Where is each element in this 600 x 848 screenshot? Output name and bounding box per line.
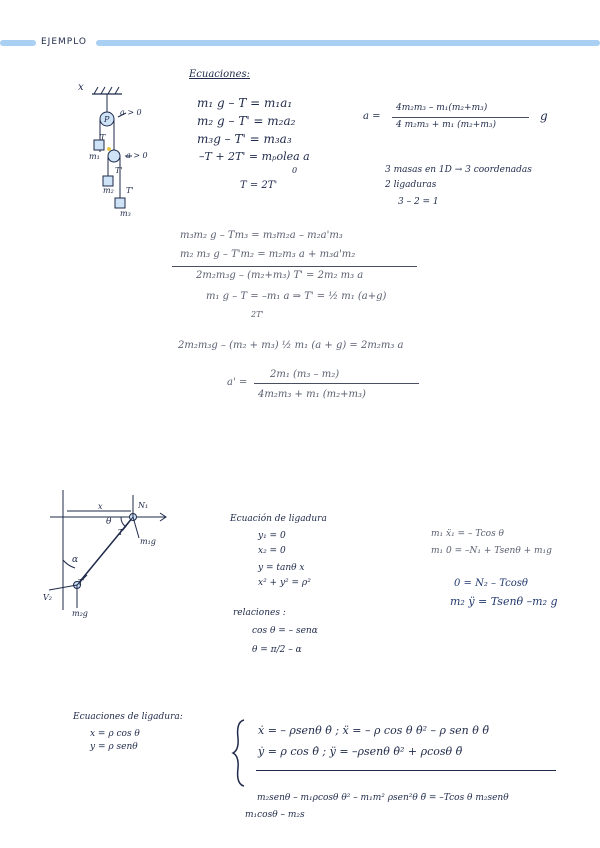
page-title: EJEMPLO <box>41 37 87 47</box>
rod-m2g-label: m₂g <box>72 609 88 618</box>
derivative-line-2: ẏ = ρ cos θ̇ ; ÿ = –ρsenθ θ̇² + ρcosθ θ̈ <box>258 745 463 758</box>
pulley-x-label: x <box>78 82 84 93</box>
constraint-2: x₂ = 0 <box>258 546 286 556</box>
eq-4-sub: 0 <box>292 166 298 175</box>
right-eq-4: m₂ ÿ = Tsenθ –m₂ g <box>450 595 558 608</box>
combined-equation: 2m₂m₃g – (m₂ + m₃) ½ m₁ (a + g) = 2m₂m₃ a <box>178 340 404 351</box>
right-eq-2: m₁ 0 = –N₁ + Tsenθ + m₁g <box>431 546 552 556</box>
rod-x-label: x <box>98 502 103 511</box>
accel-denominator: 4 m₂m₃ + m₁ (m₂+m₃) <box>396 120 496 130</box>
rod-diagram <box>35 490 175 630</box>
aprime-fraction-line <box>254 383 419 384</box>
rod-v2-label: V₂ <box>43 593 52 602</box>
pulley-p-label: P <box>104 115 110 124</box>
def-x: x = ρ cos θ <box>90 729 140 739</box>
derivation-sum-line <box>172 266 417 267</box>
accel-lhs: a = <box>363 111 381 122</box>
derivation-4-sub: 2T' <box>251 310 264 319</box>
constraint-3: y = tanθ x <box>258 563 305 573</box>
rod-t2-label: T <box>78 578 84 587</box>
pulley-m1-label: m₁ <box>89 152 100 161</box>
aprime-numerator: 2m₁ (m₃ – m₂) <box>270 369 340 380</box>
pulley-a1-label: a > 0 <box>120 108 142 117</box>
right-eq-1: m₁ ẍ₁ = – Tcos θ <box>431 529 504 539</box>
header-bar-left <box>0 40 36 46</box>
eq-3: m₃g – T' = m₃a₃ <box>197 132 292 146</box>
brace <box>232 718 246 788</box>
accel-numerator: 4m₂m₃ – m₁(m₂+m₃) <box>396 103 488 113</box>
accel-fraction-line <box>392 117 529 118</box>
note-2: 2 ligaduras <box>385 180 437 190</box>
note-3: 3 – 2 = 1 <box>398 197 439 207</box>
pulley-t-label: T <box>100 133 106 142</box>
accel-g: g <box>540 109 548 123</box>
eq-2: m₂ g – T' = m₂a₂ <box>197 114 296 128</box>
pulley-a2-label: a > 0 <box>126 151 148 160</box>
derivation-2: m₂ m₃ g – T'm₂ = m₂m₃ a + m₃a'm₂ <box>180 249 356 260</box>
derivation-3: 2m₂m₃g – (m₂+m₃) T' = 2m₂ m₃ a <box>196 270 364 281</box>
derivation-1: m₃m₂ g – Tm₃ = m₃m₂a – m₂a'm₃ <box>180 230 343 241</box>
constraint-4: x² + y² = ρ² <box>258 578 311 588</box>
eq-5: T = 2T' <box>240 180 278 191</box>
rod-t-label: T <box>118 528 124 537</box>
derivative-line-1: ẋ = – ρsenθ θ̇ ; ẍ = – ρ cos θ θ̇² – ρ sen θ θ̈ <box>258 724 489 737</box>
rod-alpha-label: α <box>72 555 79 565</box>
def-y: y = ρ senθ <box>90 742 138 752</box>
header-bar-right <box>96 40 600 46</box>
rod-n1-label: N₁ <box>138 501 149 510</box>
rod-theta-label: θ <box>106 517 112 527</box>
ecuaciones-heading: Ecuaciones: <box>189 69 250 80</box>
final-line-1: m₂senθ – m₁ρcosθ θ² – m₁m² ρsen²θ θ̈ = –Tcos θ m₂senθ <box>257 793 509 803</box>
note-1: 3 masas en 1D → 3 coordenadas <box>385 165 532 175</box>
ligadura-heading: Ecuación de ligadura <box>230 514 327 524</box>
pulley-t1-label: T' <box>115 166 123 175</box>
ligadura-heading-2: Ecuaciones de ligadura: <box>73 712 183 722</box>
eq-4: –T + 2T' = mₚolea a <box>199 150 310 163</box>
eq-1: m₁ g – T = m₁a₁ <box>197 96 293 110</box>
relation-2: θ = π/2 – α <box>252 645 302 655</box>
rod-m1g-label: m₁g <box>140 537 156 546</box>
aprime-denominator: 4m₂m₃ + m₁ (m₂+m₃) <box>258 389 366 400</box>
right-eq-3: 0 = N₂ – Tcosθ <box>454 578 528 589</box>
relation-1: cos θ = – senα <box>252 626 318 636</box>
section3-divider <box>256 770 556 771</box>
pulley-t2-label: T' <box>126 186 134 195</box>
pulley-m2-label: m₂ <box>103 186 114 195</box>
constraint-1: y₁ = 0 <box>258 531 286 541</box>
derivation-4: m₁ g – T = –m₁ a ⇒ T' = ½ m₁ (a+g) <box>206 291 387 302</box>
pulley-m3-label: m₃ <box>120 209 131 218</box>
aprime-lhs: a' = <box>227 377 248 388</box>
relations-heading: relaciones : <box>233 608 286 618</box>
final-line-2: m₁cosθ – m₂s <box>245 810 305 820</box>
